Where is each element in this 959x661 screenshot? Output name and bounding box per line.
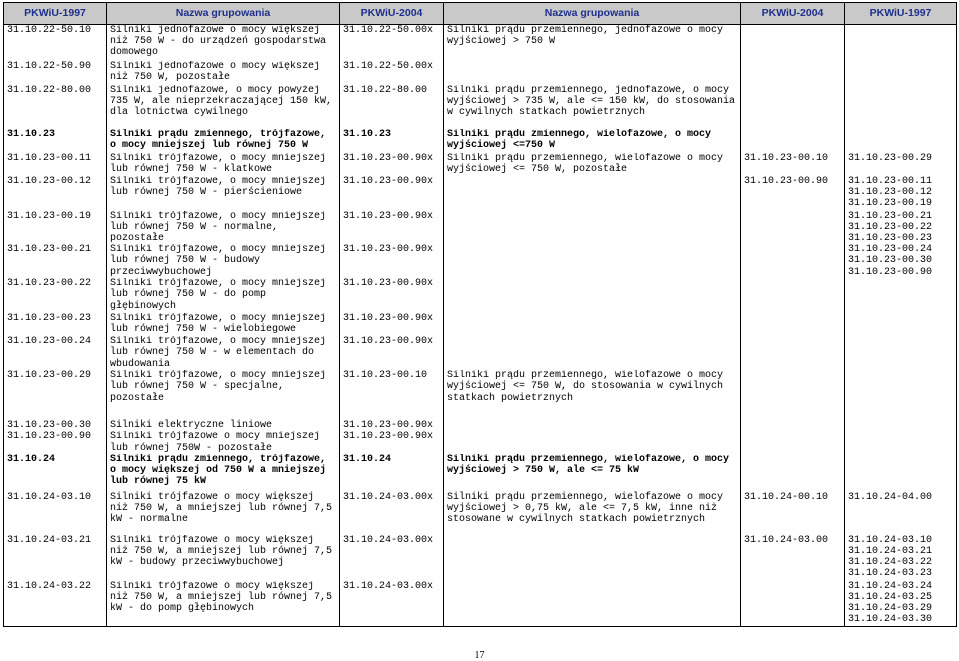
table-cell-col3: 31.10.22-50.00x bbox=[340, 25, 444, 61]
table-cell-col4: Silniki prądu zmiennego, wielofazowe, o mocy wyjściowej <=750 W bbox=[444, 129, 741, 153]
table-cell-col1: 31.10.23-00.30 bbox=[4, 416, 107, 431]
table-cell-col2: Silniki prądu zmiennego, trójfazowe, o mocy większej od 750 W a mniejszej lub równej 75 kW bbox=[107, 454, 340, 488]
table-cell-col3: 31.10.23 bbox=[340, 129, 444, 153]
table-cell-col3: 31.10.23-00.90x bbox=[340, 313, 444, 336]
table-cell-col6: 31.10.24-04.00 bbox=[845, 488, 957, 535]
table-cell-col6: 31.10.23-00.11 31.10.23-00.12 31.10.23-00.19 bbox=[845, 176, 957, 211]
table-cell-col5: 31.10.23-00.10 bbox=[741, 153, 845, 176]
table-cell-col5 bbox=[741, 278, 845, 313]
table-cell-col3: 31.10.24-03.00x bbox=[340, 488, 444, 535]
table-row bbox=[4, 25, 957, 61]
table-row bbox=[4, 313, 957, 336]
table-cell-col3: 31.10.23-00.90x bbox=[340, 416, 444, 431]
table-cell-col4 bbox=[444, 535, 741, 581]
table-cell-col6: 31.10.23-00.29 bbox=[845, 153, 957, 176]
table-cell-col3: 31.10.22-80.00 bbox=[340, 85, 444, 129]
table-cell-col1: 31.10.24-03.22 bbox=[4, 581, 107, 626]
table-cell-col1: 31.10.24 bbox=[4, 454, 107, 488]
table-cell-col5: 31.10.24-03.00 bbox=[741, 535, 845, 581]
table-cell-col2: Silniki trójfazowe, o mocy mniejszej lub równej 750 W - klatkowe bbox=[107, 153, 340, 176]
table-cell-col3: 31.10.24-03.00x bbox=[340, 581, 444, 626]
table-cell-col6 bbox=[845, 431, 957, 453]
table-cell-col1: 31.10.23 bbox=[4, 129, 107, 153]
table-row bbox=[4, 153, 957, 176]
table-cell-col3: 31.10.23-00.90x bbox=[340, 278, 444, 313]
table-cell-col5 bbox=[741, 454, 845, 488]
table-cell-col2: Silniki prądu zmiennego, trójfazowe, o mocy mniejszej lub równej 750 W bbox=[107, 129, 340, 153]
table-cell-col1: 31.10.22-50.90 bbox=[4, 61, 107, 85]
table-cell-col4 bbox=[444, 278, 741, 313]
header-nazwa-grupowania: Nazwa grupowania bbox=[107, 3, 340, 25]
table-cell-col1: 31.10.24-03.21 bbox=[4, 535, 107, 581]
table-cell-col4 bbox=[444, 581, 741, 626]
table-cell-col2: Silniki trójfazowe, o mocy mniejszej lub równej 750 W - do pomp głębinowych bbox=[107, 278, 340, 313]
table-cell-col2: Silniki jednofazowe o mocy większej niż 750 W, pozostałe bbox=[107, 61, 340, 85]
table-cell-col3: 31.10.23-00.90x bbox=[340, 153, 444, 176]
table-cell-col2: Silniki trójfazowe o mocy większej niż 750 W, a mniejszej lub równej 7,5 kW - do pomp głębinowych bbox=[107, 581, 340, 626]
table-cell-col1: 31.10.23-00.29 bbox=[4, 370, 107, 416]
header-pkwiu-1997: PKWiU-1997 bbox=[4, 3, 107, 25]
table-cell-col2: Silniki trójfazowe, o mocy mniejszej lub równej 750 W - w elementach do wbudowania bbox=[107, 336, 340, 370]
table-cell-col4 bbox=[444, 416, 741, 431]
table-cell-col2: Silniki trójfazowe, o mocy mniejszej lub równej 750 W - normalne, pozostałe bbox=[107, 211, 340, 245]
table-cell-col5 bbox=[741, 85, 845, 129]
header-pkwiu-2004-reverse: PKWiU-2004 bbox=[741, 3, 845, 25]
table-cell-col4: Silniki prądu przemiennego, jednofazowe, o mocy wyjściowej > 735 W, ale <= 150 kW, do stosowania w cywilnych statkach powietrznych bbox=[444, 85, 741, 129]
table-cell-col5 bbox=[741, 370, 845, 416]
table-cell-col4: Silniki prądu przemiennego, wielofazowe o mocy wyjściowej > 0,75 kW, ale <= 7,5 kW, inne niż stosowane w cywilnych statkach powietrznych bbox=[444, 488, 741, 535]
table-cell-col3: 31.10.23-00.90x bbox=[340, 176, 444, 211]
table-cell-col5 bbox=[741, 431, 845, 453]
table-cell-col2: Silniki jednofazowe, o mocy powyżej 735 W, ale nieprzekraczającej 150 kW, dla lotnictwa cywilnego bbox=[107, 85, 340, 129]
table-cell-col4 bbox=[444, 211, 741, 245]
table-cell-col4 bbox=[444, 336, 741, 370]
table-cell-col3: 31.10.23-00.90x bbox=[340, 431, 444, 453]
table-cell-col5 bbox=[741, 416, 845, 431]
table-cell-col1: 31.10.23-00.12 bbox=[4, 176, 107, 211]
table-cell-col6 bbox=[845, 61, 957, 85]
table-cell-col4: Silniki prądu przemiennego, wielofazowe o mocy wyjściowej <= 750 W, pozostałe bbox=[444, 153, 741, 176]
table-row bbox=[4, 211, 957, 245]
table-row bbox=[4, 336, 957, 370]
table-cell-col1: 31.10.23-00.24 bbox=[4, 336, 107, 370]
table-cell-col6: 31.10.24-03.10 31.10.24-03.21 31.10.24-03.22 31.10.24-03.23 bbox=[845, 535, 957, 581]
table-cell-col3: 31.10.22-50.00x bbox=[340, 61, 444, 85]
table-cell-col5 bbox=[741, 313, 845, 336]
table-row bbox=[4, 244, 957, 278]
table-row bbox=[4, 431, 957, 453]
table-cell-col6 bbox=[845, 25, 957, 61]
table-row bbox=[4, 581, 957, 626]
classification-table bbox=[3, 2, 957, 627]
table-cell-col2: Silniki trójfazowe, o mocy mniejszej lub równej 750 W - specjalne, pozostałe bbox=[107, 370, 340, 416]
table-cell-col4: Silniki prądu przemiennego, wielofazowe, o mocy wyjściowej > 750 W, ale <= 75 kW bbox=[444, 454, 741, 488]
table-cell-col5 bbox=[741, 336, 845, 370]
table-cell-col3: 31.10.23-00.10 bbox=[340, 370, 444, 416]
header-row bbox=[4, 3, 957, 25]
table-row bbox=[4, 176, 957, 211]
table-cell-col6 bbox=[845, 313, 957, 336]
table-cell-col2: Silniki trójfazowe o mocy większej niż 750 W, a mniejszej lub równej 7,5 kW - normalne bbox=[107, 488, 340, 535]
table-row bbox=[4, 454, 957, 488]
table-cell-col4: Silniki prądu przemiennego, wielofazowe o mocy wyjściowej <= 750 W, do stosowania w cywilnych statkach powietrznych bbox=[444, 370, 741, 416]
table-cell-col3: 31.10.23-00.90x bbox=[340, 211, 444, 245]
table-cell-col3: 31.10.24 bbox=[340, 454, 444, 488]
table-cell-col6: 31.10.24-03.24 31.10.24-03.25 31.10.24-03.29 31.10.24-03.30 bbox=[845, 581, 957, 626]
header-pkwiu-1997-reverse: PKWiU-1997 bbox=[845, 3, 957, 25]
table-cell-col3: 31.10.23-00.90x bbox=[340, 244, 444, 278]
table-row bbox=[4, 416, 957, 431]
table-cell-col4 bbox=[444, 431, 741, 453]
table-cell-col2: Silniki trójfazowe o mocy większej niż 750 W, a mniejszej lub równej 7,5 kW - budowy przeciwwybuchowej bbox=[107, 535, 340, 581]
table-cell-col1: 31.10.22-50.10 bbox=[4, 25, 107, 61]
table-cell-col6: 31.10.23-00.24 31.10.23-00.30 31.10.23-00.90 bbox=[845, 244, 957, 278]
table-cell-col1: 31.10.23-00.22 bbox=[4, 278, 107, 313]
table-row bbox=[4, 129, 957, 153]
table-cell-col4 bbox=[444, 244, 741, 278]
table-cell-col6 bbox=[845, 278, 957, 313]
table-cell-col2: Silniki trójfazowe, o mocy mniejszej lub równej 750 W - wielobiegowe bbox=[107, 313, 340, 336]
table-cell-col3: 31.10.24-03.00x bbox=[340, 535, 444, 581]
table-row bbox=[4, 488, 957, 535]
table-cell-col4 bbox=[444, 61, 741, 85]
table-cell-col6 bbox=[845, 85, 957, 129]
table-cell-col3: 31.10.23-00.90x bbox=[340, 336, 444, 370]
table-cell-col1: 31.10.23-00.90 bbox=[4, 431, 107, 453]
table-cell-col1: 31.10.24-03.10 bbox=[4, 488, 107, 535]
table-cell-col5 bbox=[741, 581, 845, 626]
table-row bbox=[4, 535, 957, 581]
table-row bbox=[4, 85, 957, 129]
table-cell-col1: 31.10.23-00.19 bbox=[4, 211, 107, 245]
table-cell-col5 bbox=[741, 244, 845, 278]
table-cell-col5: 31.10.23-00.90 bbox=[741, 176, 845, 211]
header-pkwiu-2004: PKWiU-2004 bbox=[340, 3, 444, 25]
table-cell-col2: Silniki elektryczne liniowe bbox=[107, 416, 340, 431]
header-nazwa-grupowania-2004: Nazwa grupowania bbox=[444, 3, 741, 25]
table-cell-col6 bbox=[845, 416, 957, 431]
table-cell-col4 bbox=[444, 313, 741, 336]
table-row bbox=[4, 370, 957, 416]
table-cell-col2: Silniki trójfazowe, o mocy mniejszej lub równej 750 W - pierścieniowe bbox=[107, 176, 340, 211]
table-cell-col1: 31.10.23-00.11 bbox=[4, 153, 107, 176]
table-cell-col1: 31.10.22-80.00 bbox=[4, 85, 107, 129]
table-cell-col4: Silniki prądu przemiennego, jednofazowe o mocy wyjściowej > 750 W bbox=[444, 25, 741, 61]
table-cell-col5: 31.10.24-00.10 bbox=[741, 488, 845, 535]
table-cell-col6 bbox=[845, 129, 957, 153]
table-cell-col2: Silniki trójfazowe o mocy mniejszej lub równej 750W - pozostałe bbox=[107, 431, 340, 453]
page-number: 17 bbox=[474, 650, 485, 661]
table-cell-col5 bbox=[741, 129, 845, 153]
table-cell-col1: 31.10.23-00.23 bbox=[4, 313, 107, 336]
table-cell-col6 bbox=[845, 454, 957, 488]
table-cell-col4 bbox=[444, 176, 741, 211]
table-cell-col2: Silniki trójfazowe, o mocy mniejszej lub równej 750 W - budowy przeciwwybuchowej bbox=[107, 244, 340, 278]
table-cell-col5 bbox=[741, 25, 845, 61]
table-cell-col5 bbox=[741, 211, 845, 245]
table-row bbox=[4, 61, 957, 85]
table-cell-col5 bbox=[741, 61, 845, 85]
table-cell-col6: 31.10.23-00.21 31.10.23-00.22 31.10.23-00.23 bbox=[845, 211, 957, 245]
table-cell-col2: Silniki jednofazowe o mocy większej niż 750 W - do urządzeń gospodarstwa domowego bbox=[107, 25, 340, 61]
table-cell-col6 bbox=[845, 370, 957, 416]
table-cell-col1: 31.10.23-00.21 bbox=[4, 244, 107, 278]
table-cell-col6 bbox=[845, 336, 957, 370]
table-row bbox=[4, 278, 957, 313]
